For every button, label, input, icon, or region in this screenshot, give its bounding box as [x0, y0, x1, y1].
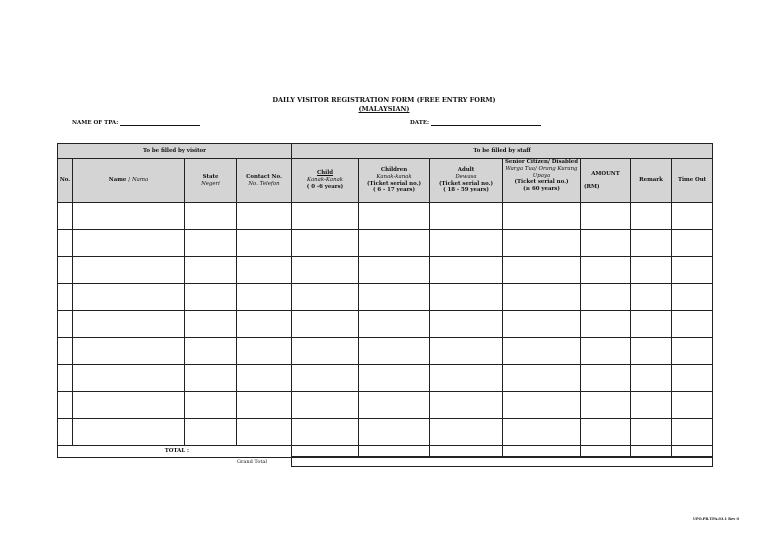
cell-no[interactable] — [58, 284, 73, 311]
cell-amount[interactable] — [581, 338, 631, 365]
cell-amount[interactable] — [581, 311, 631, 338]
cell-children[interactable] — [359, 392, 430, 419]
cell-amount[interactable] — [581, 365, 631, 392]
cell-state[interactable] — [185, 392, 237, 419]
col-amount-unit: (RM) — [584, 183, 600, 190]
cell-children[interactable] — [359, 311, 430, 338]
cell-time-out[interactable] — [672, 203, 713, 230]
cell-name[interactable] — [73, 419, 185, 446]
col-name-en: Name — [108, 177, 127, 184]
cell-name[interactable] — [73, 284, 185, 311]
cell-remark[interactable] — [631, 284, 672, 311]
col-children-serial: (Ticket serial no.) — [366, 180, 422, 187]
cell-no[interactable] — [58, 392, 73, 419]
cell-time-out[interactable] — [672, 230, 713, 257]
cell-name[interactable] — [73, 311, 185, 338]
table-row — [58, 257, 713, 284]
col-adult — [430, 159, 503, 203]
cell-amount[interactable] — [581, 203, 631, 230]
table-row — [58, 392, 713, 419]
cell-senior[interactable] — [503, 338, 581, 365]
cell-name[interactable] — [73, 392, 185, 419]
cell-no[interactable] — [58, 203, 73, 230]
cell-senior[interactable] — [503, 419, 581, 446]
cell-name[interactable] — [73, 338, 185, 365]
cell-state[interactable] — [185, 338, 237, 365]
cell-contact[interactable] — [237, 257, 292, 284]
col-state-en: State — [202, 173, 219, 180]
cell-contact[interactable] — [237, 365, 292, 392]
grand-total-label: Grand Total — [237, 459, 267, 465]
grand-total-box-left — [291, 456, 292, 467]
cell-remark[interactable] — [631, 419, 672, 446]
date-line[interactable] — [431, 120, 541, 126]
total-label: TOTAL : — [58, 446, 292, 458]
form-title: DAILY VISITOR REGISTRATION FORM (FREE ENTRY FORM) — [272, 96, 496, 104]
cell-remark[interactable] — [631, 365, 672, 392]
cell-name[interactable] — [73, 203, 185, 230]
table-row — [58, 230, 713, 257]
cell-children[interactable] — [359, 203, 430, 230]
cell-child[interactable] — [292, 392, 359, 419]
cell-adult[interactable] — [430, 230, 503, 257]
col-contact-en: Contact No. — [246, 173, 282, 180]
form-code: UPO.PR.TPA.03.1 Rev 0 — [693, 517, 739, 521]
cell-contact[interactable] — [237, 230, 292, 257]
cell-children[interactable] — [359, 338, 430, 365]
col-remark: Remark — [631, 159, 672, 203]
form-subtitle: (MALAYSIAN) — [358, 105, 410, 113]
cell-no[interactable] — [58, 230, 73, 257]
col-senior-age: (≥ 60 years) — [523, 186, 560, 192]
cell-time-out[interactable] — [672, 338, 713, 365]
table-row — [58, 419, 713, 446]
cell-no[interactable] — [58, 257, 73, 284]
cell-child[interactable] — [292, 311, 359, 338]
col-time-out: Time Out — [672, 159, 713, 203]
cell-senior[interactable] — [503, 203, 581, 230]
cell-amount[interactable] — [581, 419, 631, 446]
cell-name[interactable] — [73, 230, 185, 257]
cell-child[interactable] — [292, 230, 359, 257]
cell-contact[interactable] — [237, 311, 292, 338]
col-child — [292, 159, 359, 203]
col-senior — [503, 159, 581, 203]
cell-senior[interactable] — [503, 311, 581, 338]
cell-senior[interactable] — [503, 392, 581, 419]
cell-amount[interactable] — [581, 284, 631, 311]
date-label: DATE: — [410, 120, 430, 126]
table-row — [58, 284, 713, 311]
staff-section-header: To be filled by staff — [292, 144, 713, 159]
col-amount — [581, 159, 631, 203]
cell-no[interactable] — [58, 365, 73, 392]
cell-remark[interactable] — [631, 230, 672, 257]
col-senior-en: Senior Citizen/ Disabled — [505, 159, 578, 165]
cell-time-out[interactable] — [672, 284, 713, 311]
cell-name[interactable] — [73, 365, 185, 392]
registration-table — [57, 143, 713, 458]
cell-child[interactable] — [292, 365, 359, 392]
col-adult-my: Dewasa — [455, 173, 477, 180]
col-name-my: Nama — [131, 177, 149, 184]
cell-remark[interactable] — [631, 203, 672, 230]
table-row — [58, 311, 713, 338]
cell-amount[interactable] — [581, 257, 631, 284]
col-contact-my: No. Telefon — [248, 180, 280, 187]
cell-adult[interactable] — [430, 257, 503, 284]
cell-child[interactable] — [292, 284, 359, 311]
cell-time-out[interactable] — [672, 311, 713, 338]
col-adult-serial: (Ticket serial no.) — [438, 180, 494, 187]
cell-state[interactable] — [185, 230, 237, 257]
cell-amount[interactable] — [581, 392, 631, 419]
date-field[interactable] — [410, 120, 541, 126]
cell-child[interactable] — [292, 419, 359, 446]
cell-contact[interactable] — [237, 338, 292, 365]
table-row — [58, 338, 713, 365]
cell-contact[interactable] — [237, 203, 292, 230]
col-adult-age: ( 18 - 59 years) — [443, 187, 489, 194]
cell-time-out[interactable] — [672, 392, 713, 419]
cell-adult[interactable] — [430, 311, 503, 338]
cell-children[interactable] — [359, 257, 430, 284]
grand-total-box[interactable] — [291, 456, 713, 467]
cell-children[interactable] — [359, 365, 430, 392]
cell-remark[interactable] — [631, 392, 672, 419]
visitor-section-header: To be filled by visitor — [58, 144, 292, 159]
cell-state[interactable] — [185, 284, 237, 311]
cell-child[interactable] — [292, 338, 359, 365]
col-children-en: Children — [380, 167, 408, 173]
cell-amount[interactable] — [581, 230, 631, 257]
col-child-age: ( 0 -6 years) — [306, 183, 344, 190]
cell-name[interactable] — [73, 257, 185, 284]
col-senior-my: Warga Tua/ Orang Kurang Upaya — [505, 165, 578, 179]
cell-children[interactable] — [359, 230, 430, 257]
cell-contact[interactable] — [237, 419, 292, 446]
col-state-my: Negeri — [201, 180, 220, 187]
cell-adult[interactable] — [430, 284, 503, 311]
cell-state[interactable] — [185, 257, 237, 284]
cell-state[interactable] — [185, 311, 237, 338]
cell-time-out[interactable] — [672, 365, 713, 392]
cell-senior[interactable] — [503, 257, 581, 284]
col-child-en: Child — [316, 170, 334, 177]
cell-senior[interactable] — [503, 365, 581, 392]
cell-child[interactable] — [292, 257, 359, 284]
cell-no[interactable] — [58, 338, 73, 365]
cell-adult[interactable] — [430, 392, 503, 419]
cell-adult[interactable] — [430, 365, 503, 392]
cell-state[interactable] — [185, 203, 237, 230]
cell-state[interactable] — [185, 365, 237, 392]
cell-adult[interactable] — [430, 338, 503, 365]
col-child-my: Kanak-Kanak — [306, 177, 344, 184]
cell-senior[interactable] — [503, 284, 581, 311]
col-name-sep: / — [128, 177, 131, 184]
cell-contact[interactable] — [237, 392, 292, 419]
cell-children[interactable] — [359, 419, 430, 446]
tpa-name-label: NAME OF TPA: — [72, 120, 119, 126]
cell-child[interactable] — [292, 203, 359, 230]
cell-time-out[interactable] — [672, 257, 713, 284]
cell-state[interactable] — [185, 419, 237, 446]
table-row — [58, 203, 713, 230]
cell-senior[interactable] — [503, 230, 581, 257]
tpa-name-line[interactable] — [120, 120, 200, 126]
table-row — [58, 365, 713, 392]
cell-remark[interactable] — [631, 257, 672, 284]
col-state — [185, 159, 237, 203]
col-amount-label: AMOUNT — [591, 170, 620, 177]
cell-adult[interactable] — [430, 203, 503, 230]
col-children-my: Kanak-kanak — [376, 173, 412, 180]
col-senior-serial: (Ticket serial no.) — [514, 179, 569, 186]
col-name — [73, 159, 185, 203]
cell-remark[interactable] — [631, 338, 672, 365]
cell-children[interactable] — [359, 284, 430, 311]
cell-time-out[interactable] — [672, 419, 713, 446]
col-contact — [237, 159, 292, 203]
cell-no[interactable] — [58, 419, 73, 446]
cell-remark[interactable] — [631, 311, 672, 338]
cell-adult[interactable] — [430, 419, 503, 446]
col-no: No. — [58, 159, 73, 203]
tpa-name-field[interactable] — [72, 120, 200, 126]
col-children — [359, 159, 430, 203]
col-children-age: ( 6 - 17 years) — [372, 187, 416, 194]
cell-no[interactable] — [58, 311, 73, 338]
col-adult-en: Adult — [457, 167, 475, 173]
cell-contact[interactable] — [237, 284, 292, 311]
